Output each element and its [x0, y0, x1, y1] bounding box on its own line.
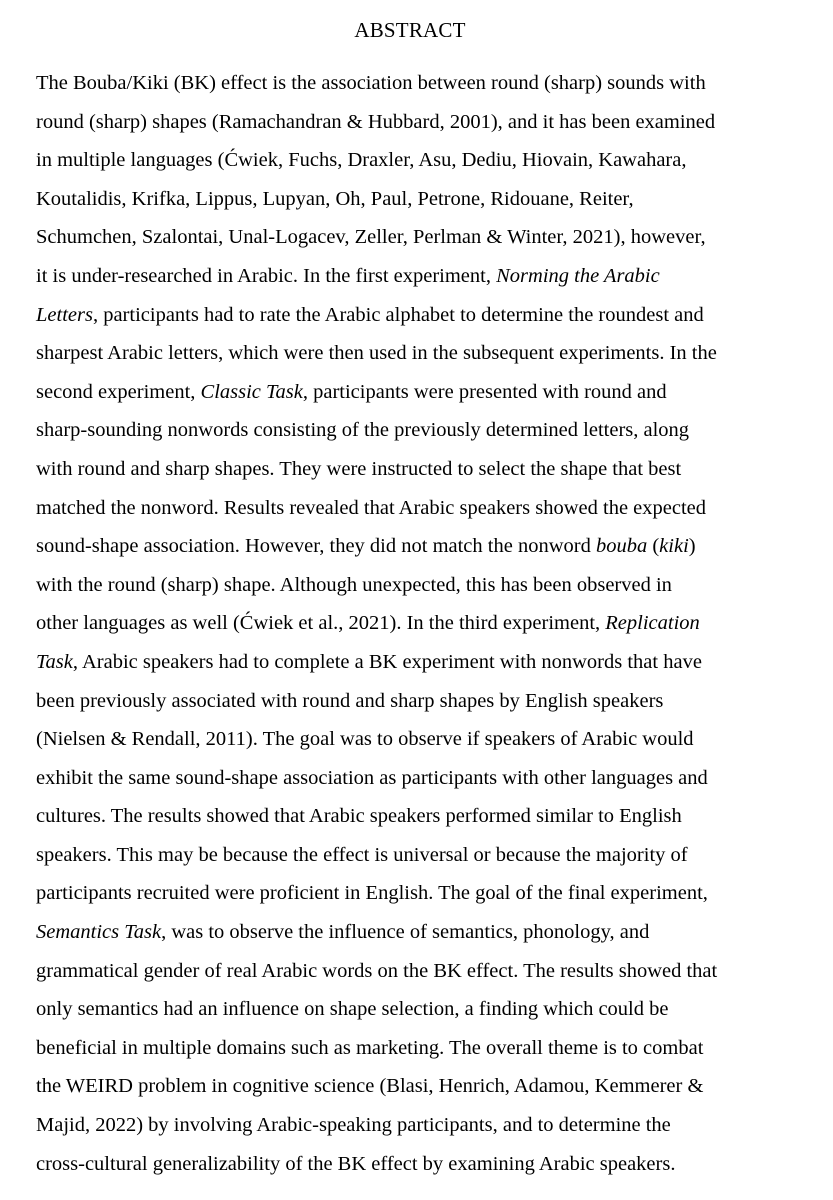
text-run: second experiment,: [36, 380, 201, 403]
italic-term: Norming the Arabic: [496, 264, 660, 287]
text-run: matched the nonword. Results revealed that Arabic speakers showed the expected: [36, 496, 707, 519]
text-run: speakers. This may be because the effect is universal or because the majority of: [36, 843, 688, 866]
abstract-line: [36, 103, 806, 142]
text-run: , Arabic speakers had to complete a BK experiment with nonwords that have: [72, 650, 702, 673]
abstract-line: [36, 759, 806, 798]
text-run: only semantics had an influence on shape selection, a finding which could be: [36, 998, 669, 1021]
text-run: participants recruited were proficient in English. The goal of the final experiment,: [36, 882, 708, 905]
abstract-line: [36, 489, 806, 528]
abstract-line: [36, 141, 806, 180]
text-run: been previously associated with round and sharp shapes by English speakers: [36, 689, 664, 712]
text-run: sound-shape association. However, they did not match the nonword: [36, 535, 596, 558]
text-run: other languages as well (Ćwiek et al., 2021). In the third experiment,: [36, 612, 606, 635]
text-run: (Nielsen & Rendall, 2011). The goal was to observe if speakers of Arabic would: [36, 728, 694, 751]
abstract-line: [36, 218, 806, 257]
text-run: cross-cultural generalizability of the BK effect by examining Arabic speakers.: [36, 1152, 676, 1175]
abstract-line: [36, 990, 806, 1029]
text-run: sharpest Arabic letters, which were then used in the subsequent experiments. In the: [36, 342, 717, 365]
text-run: the WEIRD problem in cognitive science (Blasi, Henrich, Adamou, Kemmerer &: [36, 1075, 704, 1098]
abstract-line: [36, 1067, 806, 1106]
abstract-line: [36, 527, 806, 566]
italic-term: Semantics Task: [36, 921, 162, 944]
abstract-line: [36, 566, 806, 605]
text-run: beneficial in multiple domains such as marketing. The overall theme is to combat: [36, 1036, 704, 1059]
text-run: , participants were presented with round and: [302, 380, 667, 403]
text-run: with the round (sharp) shape. Although unexpected, this has been observed in: [36, 573, 672, 596]
abstract-line: [36, 874, 806, 913]
italic-term: kiki: [659, 535, 689, 558]
text-run: Schumchen, Szalontai, Unal-Logacev, Zeller, Perlman & Winter, 2021), however,: [36, 226, 706, 249]
abstract-line: [36, 1029, 806, 1068]
text-run: in multiple languages (Ćwiek, Fuchs, Draxler, Asu, Dediu, Hiovain, Kawahara,: [36, 149, 687, 172]
abstract-line: [36, 450, 806, 489]
text-run: exhibit the same sound-shape association as participants with other languages and: [36, 766, 708, 789]
abstract-body: [36, 64, 806, 1183]
text-run: , participants had to rate the Arabic alphabet to determine the roundest and: [92, 303, 704, 326]
abstract-line: [36, 1145, 806, 1184]
text-run: it is under-researched in Arabic. In the first experiment,: [36, 264, 497, 287]
text-run: sharp-sounding nonwords consisting of the previously determined letters, along: [36, 419, 690, 442]
text-run: round (sharp) shapes (Ramachandran & Hubbard, 2001), and it has been examined: [36, 110, 716, 133]
text-run: The Bouba/Kiki (BK) effect is the association between round (sharp) sounds with: [36, 72, 706, 94]
abstract-line: [36, 604, 806, 643]
text-run: grammatical gender of real Arabic words on the BK effect. The results showed that: [36, 959, 718, 982]
abstract-line: [36, 1106, 806, 1145]
abstract-heading: ABSTRACT: [354, 18, 466, 42]
abstract-line: [36, 257, 806, 296]
italic-term: bouba: [595, 535, 648, 558]
abstract-line: [36, 913, 806, 952]
abstract-line: [36, 64, 806, 103]
text-run: (: [647, 535, 660, 558]
text-run: with round and sharp shapes. They were instructed to select the shape that best: [36, 457, 682, 480]
abstract-line: [36, 334, 806, 373]
text-run: Majid, 2022) by involving Arabic-speaking participants, and to determine the: [36, 1114, 671, 1137]
italic-term: Task: [36, 650, 73, 673]
abstract-line: [36, 720, 806, 759]
abstract-line: [36, 296, 806, 335]
abstract-line: [36, 373, 806, 412]
italic-term: Replication: [605, 612, 700, 635]
abstract-line: [36, 643, 806, 682]
abstract-line: [36, 682, 806, 721]
italic-term: Classic Task: [200, 380, 303, 403]
text-run: Koutalidis, Krifka, Lippus, Lupyan, Oh, Paul, Petrone, Ridouane, Reiter,: [36, 187, 634, 210]
text-run: , was to observe the influence of semantics, phonology, and: [161, 921, 650, 944]
abstract-line: [36, 952, 806, 991]
text-run: ): [688, 535, 696, 558]
abstract-line: [36, 836, 806, 875]
text-run: cultures. The results showed that Arabic speakers performed similar to English: [36, 805, 682, 828]
abstract-line: [36, 411, 806, 450]
abstract-line: [36, 180, 806, 219]
italic-term: Letters: [36, 303, 93, 326]
abstract-line: [36, 797, 806, 836]
